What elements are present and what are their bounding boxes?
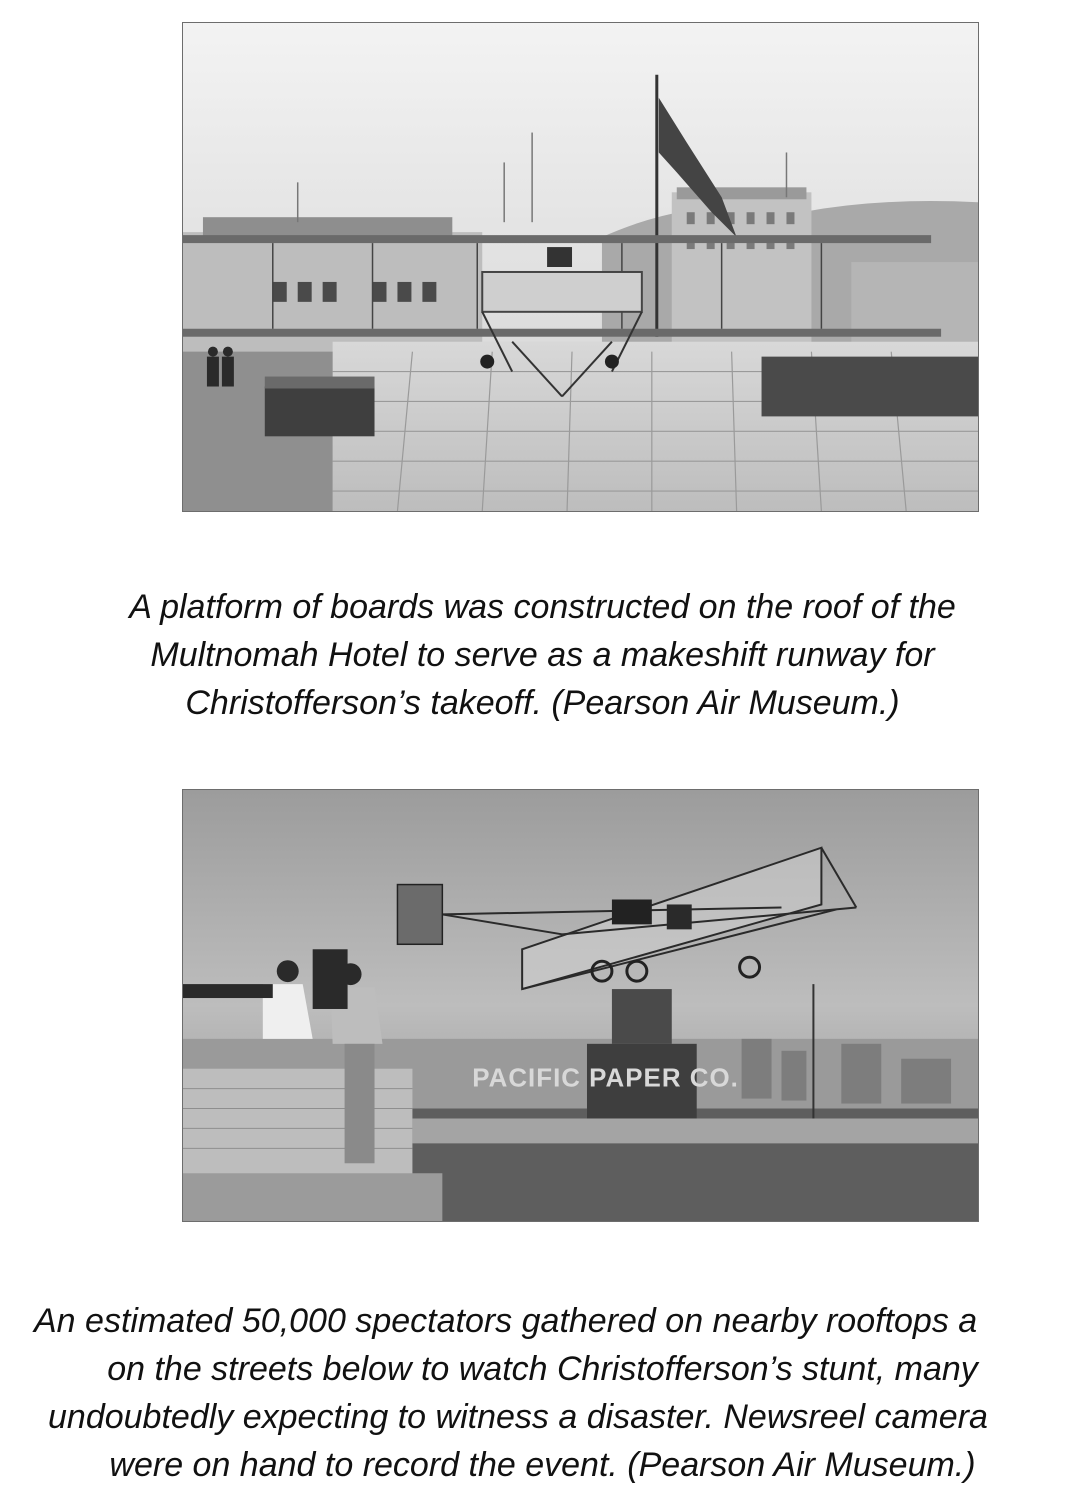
caption-line: Multnomah Hotel to serve as a makeshift runway for — [150, 636, 935, 674]
photo-biplane-flight-image — [183, 790, 978, 1221]
figure-caption-2 — [0, 1297, 1085, 1489]
photo-rooftop-platform-image — [183, 23, 978, 511]
sign-pacific-paper-co: PACIFIC PAPER CO. — [472, 1064, 739, 1093]
figure-caption-1 — [0, 583, 1085, 727]
photo-rooftop-platform-biplane — [182, 22, 979, 512]
caption-line: were on hand to record the event. (Pearson Air Museum.) — [109, 1446, 976, 1484]
caption-line: undoubtedly expecting to witness a disaster. Newsreel camera — [48, 1398, 988, 1436]
caption-line: An estimated 50,000 spectators gathered on nearby rooftops a — [34, 1302, 978, 1340]
photo-biplane-flight-cameramen — [182, 789, 979, 1222]
caption-line: A platform of boards was constructed on the roof of the — [129, 588, 956, 626]
caption-line: on the streets below to watch Christofferson’s stunt, many — [107, 1350, 978, 1388]
caption-line: Christofferson’s takeoff. (Pearson Air Museum.) — [185, 684, 900, 722]
